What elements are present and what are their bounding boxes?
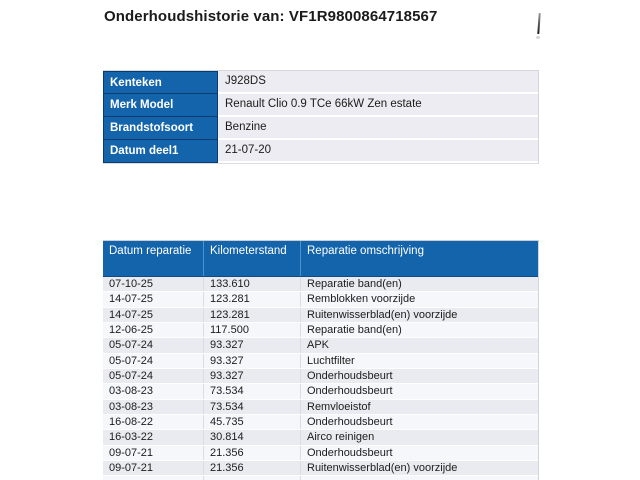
history-table-body (103, 277, 538, 480)
history-row (103, 400, 538, 415)
history-cell-date: 16-08-22 (109, 416, 154, 429)
history-cell-empty (203, 476, 300, 480)
vehicle-row (103, 94, 538, 117)
vehicle-info-table (103, 70, 539, 164)
history-cell-empty (300, 476, 538, 480)
vehicle-value-cell: 21-07-20 (218, 140, 538, 163)
vehicle-value-cell: Renault Clio 0.9 TCe 66kW Zen estate (218, 94, 538, 117)
vehicle-row (103, 71, 538, 94)
history-cell-description: Ruitenwisserblad(en) voorzijde (300, 461, 538, 475)
history-row (103, 308, 538, 323)
history-cell-date: 12-06-25 (109, 324, 154, 337)
history-cell-description: Onderhoudsbeurt (300, 384, 538, 398)
history-cell-date: 14-07-25 (109, 308, 154, 321)
vehicle-label-cell: Datum deel1 (103, 140, 218, 163)
history-cell-km: 21.356 (203, 461, 300, 475)
history-row (103, 415, 538, 430)
history-cell-km: 93.327 (203, 369, 300, 383)
history-row (103, 277, 538, 292)
history-cell-description: Luchtfilter (300, 354, 538, 368)
history-cell-km: 30.814 (203, 430, 300, 444)
history-row-partial (103, 476, 538, 480)
vehicle-row (103, 117, 538, 140)
vehicle-row (103, 140, 538, 163)
history-cell-description: Ruitenwisserblad(en) voorzijde (300, 308, 538, 322)
history-cell-date: 09-07-21 (109, 462, 154, 475)
history-cell-date: 03-08-23 (109, 400, 154, 413)
history-cell-date: 16-03-22 (109, 431, 154, 444)
history-cell-km: 123.281 (203, 308, 300, 322)
vehicle-label-cell: Kenteken (103, 71, 218, 94)
history-cell-description: Remblokken voorzijde (300, 292, 538, 306)
history-cell-description: Onderhoudsbeurt (300, 415, 538, 429)
history-cell-description: Airco reinigen (300, 430, 538, 444)
history-header-cell: Datum reparatie (109, 245, 192, 257)
history-cell-date: 09-07-21 (109, 446, 154, 459)
history-cell-date: 05-07-24 (109, 370, 154, 383)
history-row (103, 292, 538, 307)
history-cell-km: 21.356 (203, 446, 300, 460)
history-cell-date: 07-10-25 (109, 278, 154, 290)
history-cell-description: Remvloeistof (300, 400, 538, 414)
history-cell-description: Onderhoudsbeurt (300, 369, 538, 383)
history-header-cell: Reparatie omschrijving (300, 241, 538, 276)
history-header-row (103, 241, 538, 277)
history-cell-description: Reparatie band(en) (300, 277, 538, 291)
history-cell-date: 14-07-25 (109, 293, 154, 306)
history-cell-km: 93.327 (203, 354, 300, 368)
logo-fragment-icon (537, 13, 540, 34)
vehicle-label-cell: Brandstofsoort (103, 117, 218, 140)
vehicle-value-cell: Benzine (218, 117, 538, 140)
vehicle-label-cell: Merk Model (103, 94, 218, 117)
history-header-cell: Kilometerstand (203, 241, 300, 276)
history-row (103, 354, 538, 369)
history-row (103, 384, 538, 399)
history-cell-date: 05-07-24 (109, 339, 154, 352)
history-row (103, 461, 538, 476)
page-title: Onderhoudshistorie van: VF1R9800864718567 (104, 8, 438, 25)
history-cell-description: APK (300, 338, 538, 352)
repair-history-table (103, 240, 539, 480)
history-cell-date: 03-08-23 (109, 385, 154, 398)
history-cell-km: 133.610 (203, 277, 300, 291)
logo-fragment-dot (536, 36, 540, 39)
history-cell-date: 05-07-24 (109, 354, 154, 367)
history-row (103, 338, 538, 353)
history-row (103, 446, 538, 461)
history-row (103, 430, 538, 445)
history-row (103, 323, 538, 338)
history-cell-km: 93.327 (203, 338, 300, 352)
vehicle-value-cell: J928DS (218, 71, 538, 94)
history-cell-km: 73.534 (203, 384, 300, 398)
history-cell-km: 45.735 (203, 415, 300, 429)
history-cell-km: 123.281 (203, 292, 300, 306)
history-cell-km: 117.500 (203, 323, 300, 337)
history-row (103, 369, 538, 384)
history-cell-empty (103, 476, 203, 480)
history-cell-km: 73.534 (203, 400, 300, 414)
history-cell-description: Onderhoudsbeurt (300, 446, 538, 460)
history-cell-description: Reparatie band(en) (300, 323, 538, 337)
